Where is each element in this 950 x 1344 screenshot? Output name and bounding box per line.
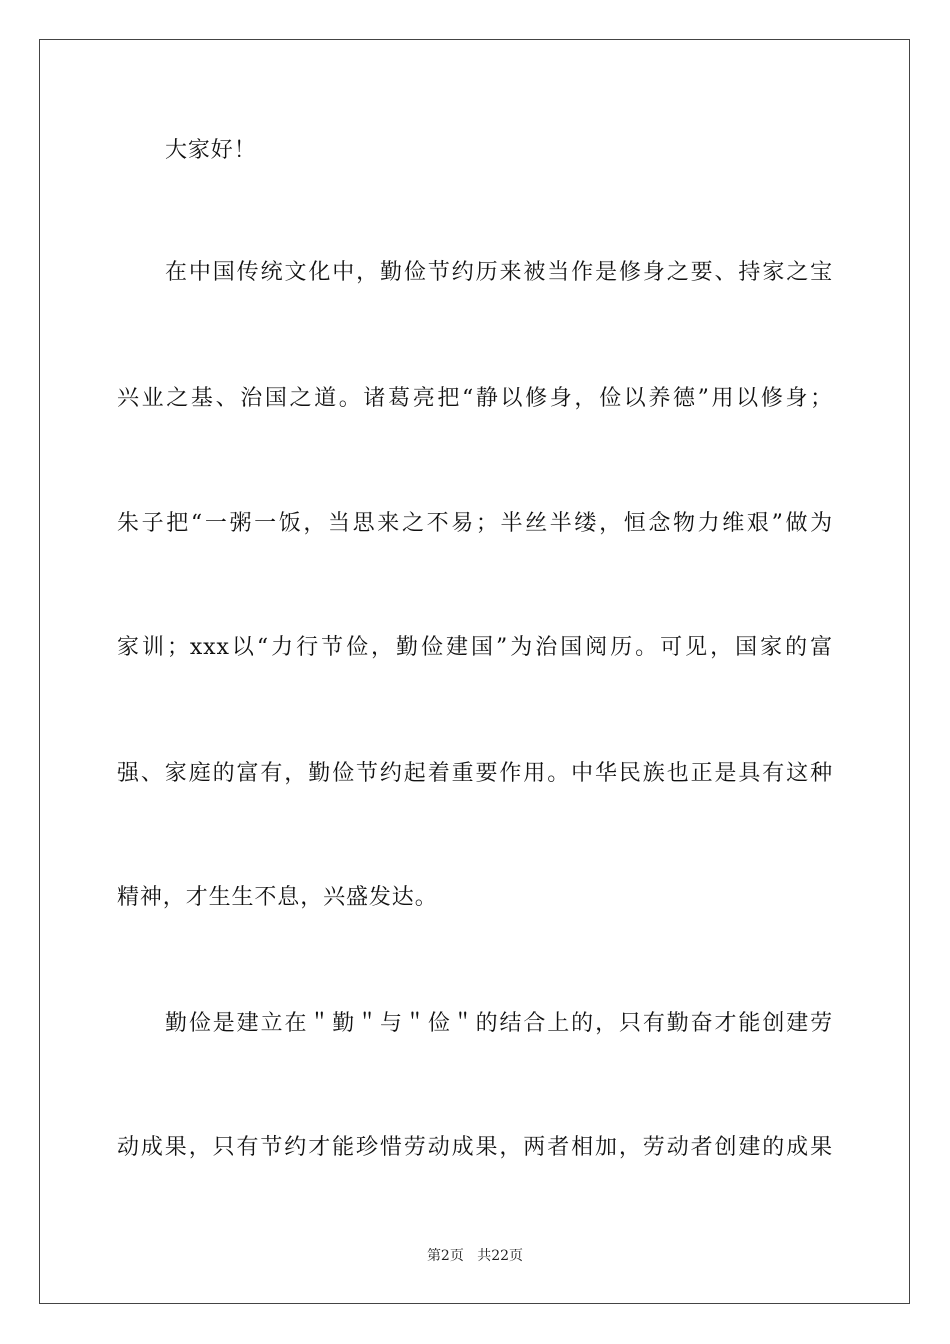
paragraph-2-line-1: 勤俭是建立在＂勤＂与＂俭＂的结合上的，只有勤奋才能创建劳 <box>165 1011 833 1036</box>
page-footer <box>0 1246 950 1266</box>
page-total: 共22页 <box>477 1248 524 1264</box>
paragraph-1-line-3: 朱子把“一粥一饭，当思来之不易；半丝半缕，恒念物力维艰”做为 <box>117 511 833 536</box>
paragraph-1-line-5: 强、家庭的富有，勤俭节约起着重要作用。中华民族也正是具有这种 <box>117 761 833 786</box>
paragraph-1-line-1: 在中国传统文化中，勤俭节约历来被当作是修身之要、持家之宝 <box>165 260 833 285</box>
page-border <box>39 39 910 1304</box>
paragraph-2-line-2: 动成果，只有节约才能珍惜劳动成果，两者相加，劳动者创建的成果 <box>117 1135 833 1160</box>
page-number: 第2页 <box>426 1248 464 1264</box>
greeting-line: 大家好！ <box>165 138 257 163</box>
paragraph-1-line-2: 兴业之基、治国之道。诸葛亮把“静以修身，俭以养德”用以修身； <box>117 386 833 411</box>
paragraph-1-line-4: 家训；xxx以“力行节俭，勤俭建国”为治国阅历。可见，国家的富 <box>117 635 833 660</box>
paragraph-1-line-6: 精神，才生生不息，兴盛发达。 <box>117 885 438 910</box>
